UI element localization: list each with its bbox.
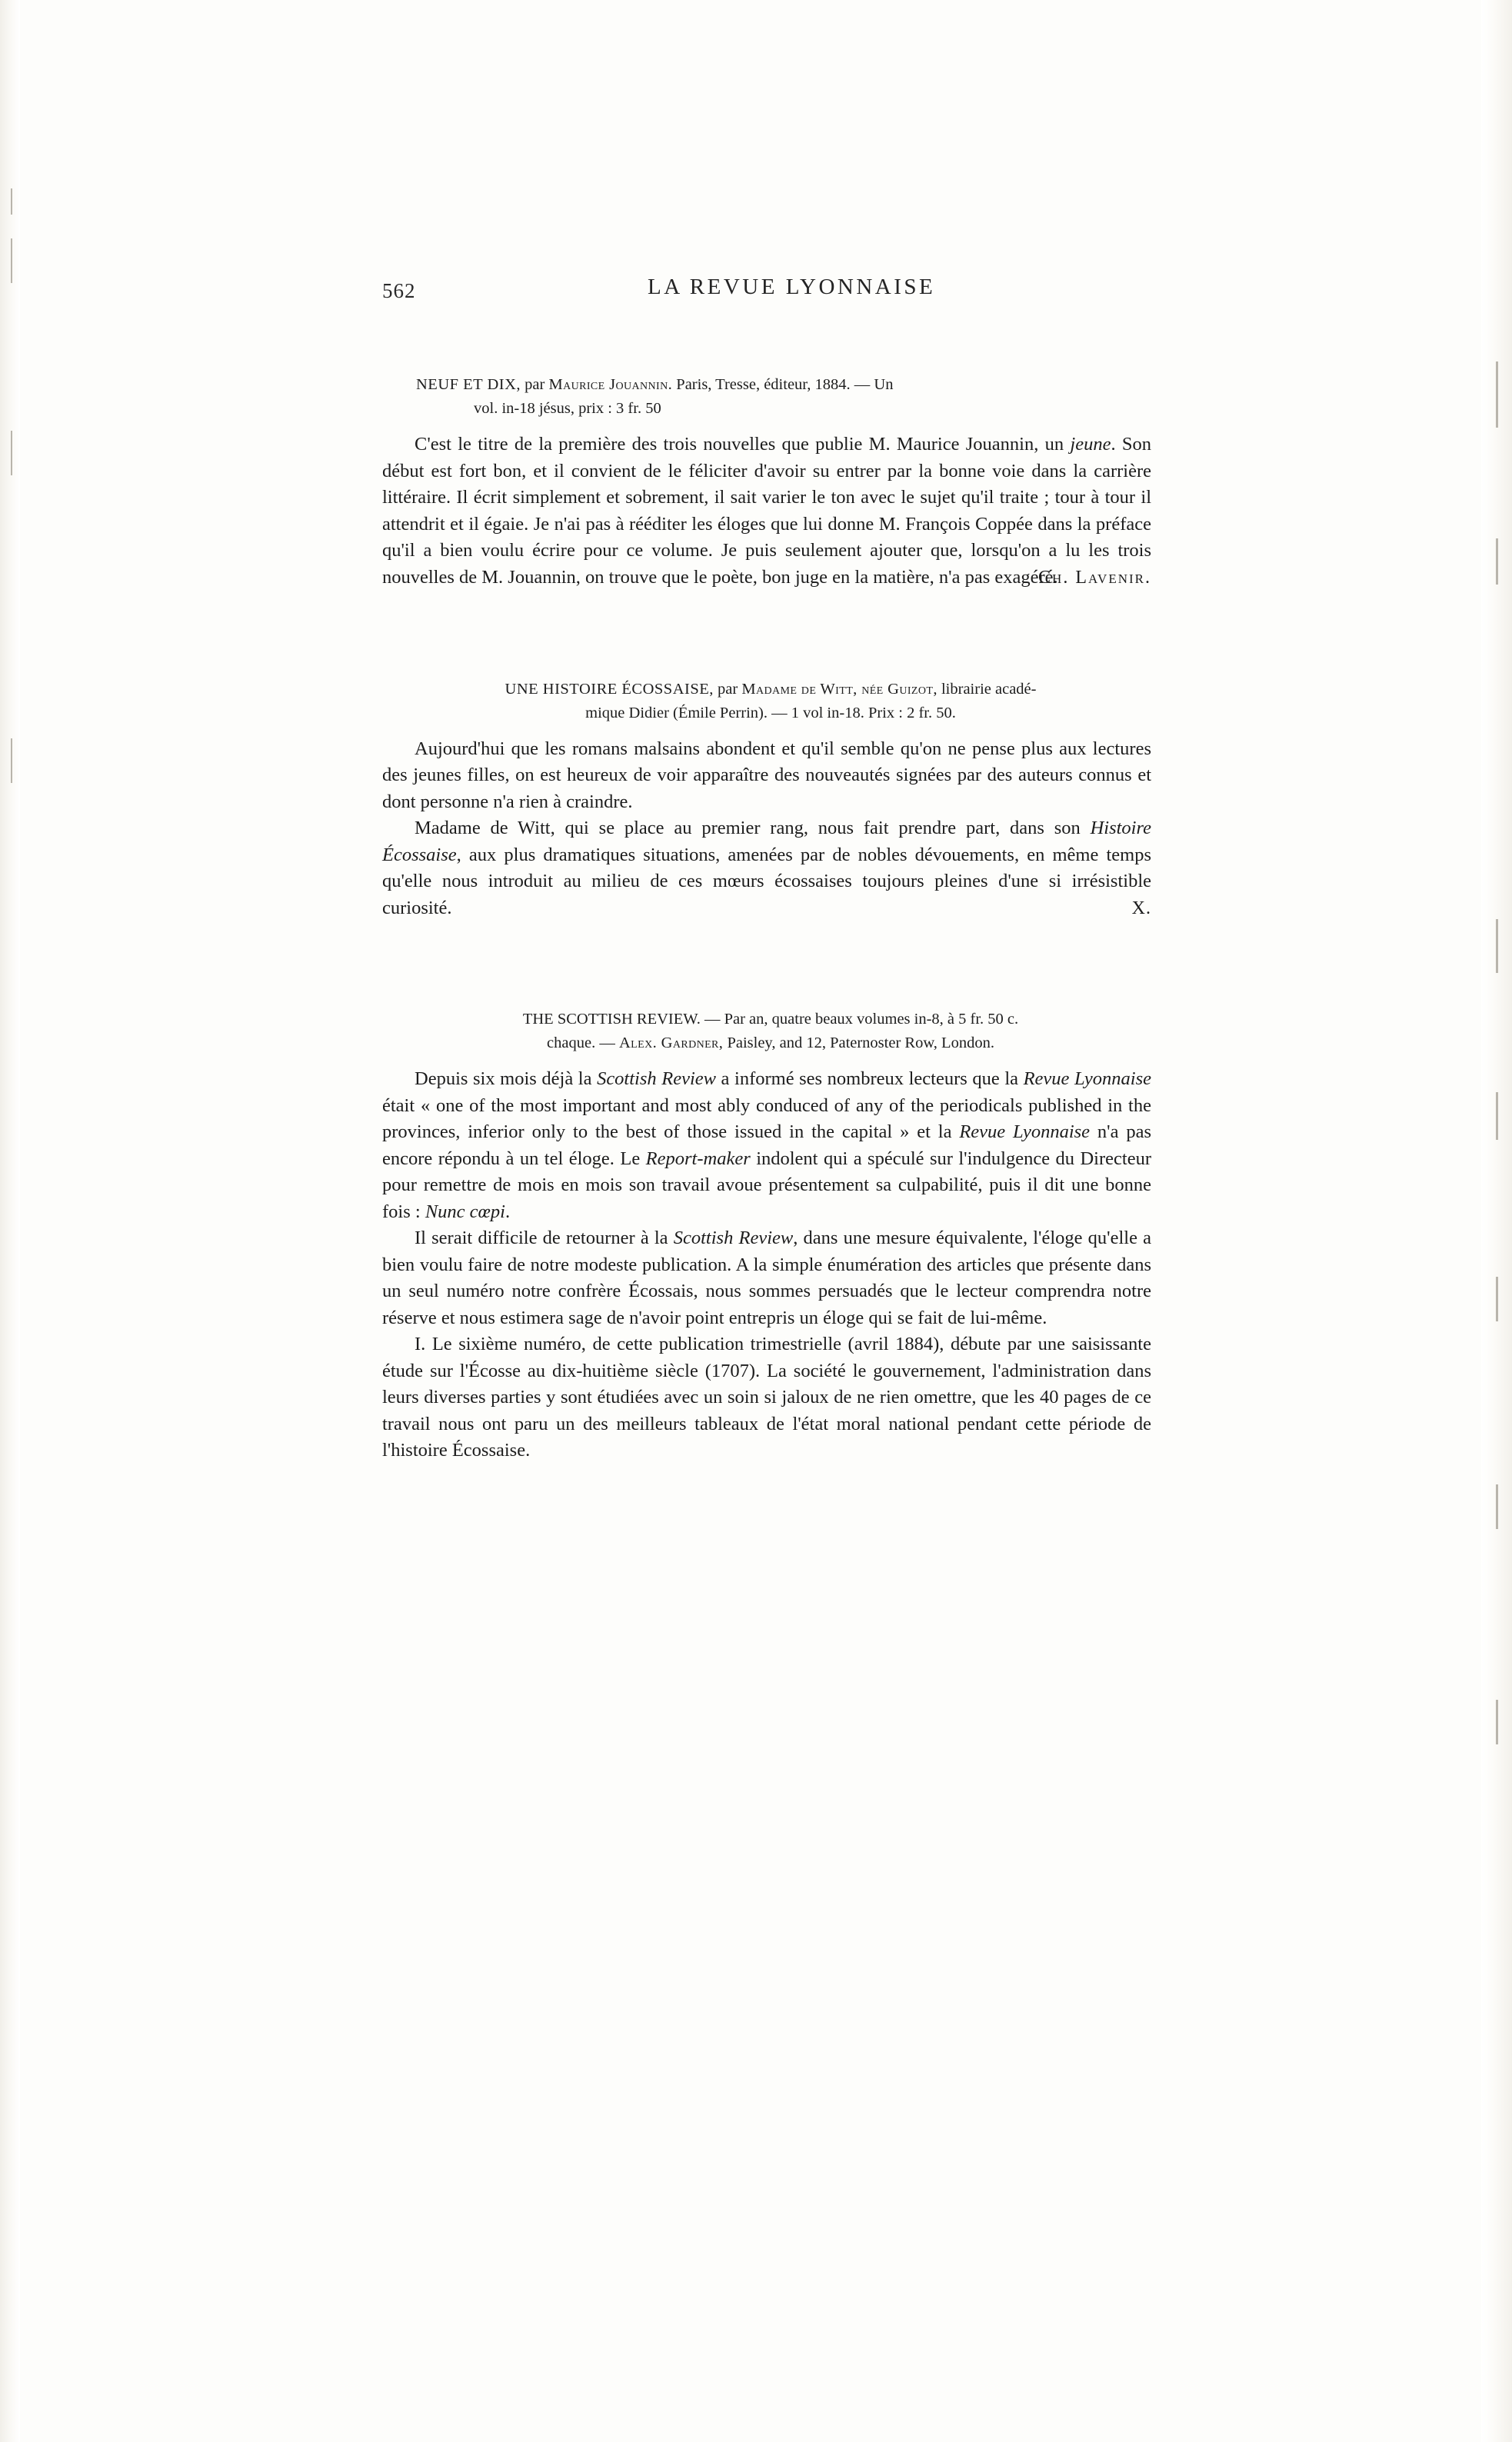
- margin-tick: [1496, 1700, 1498, 1744]
- review-paragraph: [382, 815, 1151, 921]
- paragraph-text: C'est le titre de la première des trois nouvelles que publie M. Maurice Jouannin, un jeune. Son début est fort bon, et il convient de le féliciter d'avoir su entrer par la bonne voie dans la carrière littéraire. Il écrit simplement et sobrement, il sait varier le ton avec le sujet qu'il traite ; tour à tour il attendrit et il égaie. Je n'ai pas à rééditer les éloges que lui donne M. François Coppée dans la préface qu'il a bien voulu écrire pour ce volume. Je puis seulement ajouter que, lorsqu'on a lu les trois nouvelles de M. Jouannin, on trouve que le poète, bon juge en la matière, n'a pas exagéré.: [382, 434, 1151, 588]
- margin-tick: [11, 238, 12, 283]
- review-imprint-line2: vol. in-18 jésus, prix : 3 fr. 50: [474, 400, 661, 417]
- margin-tick: [1496, 361, 1498, 428]
- section-gap: [382, 934, 1151, 1008]
- margin-tick: [1496, 1484, 1498, 1529]
- review-byline-lead: par: [713, 680, 742, 698]
- review-author: Alex. Gardner,: [618, 1034, 724, 1051]
- review-title: THE SCOTTISH REVIEW.: [522, 1011, 701, 1028]
- review-neuf-et-dix: [382, 373, 1151, 591]
- margin-tick: [11, 431, 12, 475]
- review-imprint-lead: chaque. —: [547, 1034, 619, 1051]
- page-content: [382, 273, 1151, 1477]
- review-paragraph: [382, 1331, 1151, 1464]
- review-byline-lead: par: [521, 376, 549, 393]
- paragraph-text: Depuis six mois déjà la Scottish Review a informé ses nombreux lecteurs que la Revue Lyonnaise était « one of the most important and most ably conduced of any of the periodicals published in the provinces, inferior only to the best of those issued in the capital » et la Revue Lyonnaise n'a pas encore répondu à un tel éloge. Le Report-maker indolent qui a spéculé sur l'indulgence du Directeur pour remettre de mois en mois son travail avoue présentement sa culpabilité, puis il dit une bonne fois : Nunc cœpi.: [382, 1068, 1152, 1222]
- review-signature: Ch. Lavenir.: [1038, 568, 1151, 588]
- margin-tick: [11, 738, 12, 783]
- review-author: Madame de Witt, née Guizot,: [741, 680, 938, 698]
- review-signature: X.: [1131, 898, 1151, 918]
- review-imprint-line2: mique Didier (Émile Perrin). — 1 vol in-18. Prix : 2 fr. 50.: [585, 704, 956, 721]
- review-paragraph: [382, 1066, 1151, 1225]
- paragraph-text: Il serait difficile de retourner à la Scottish Review, dans une mesure équivalente, l'éloge qu'elle a bien voulu faire de notre modeste publication. A la simple énumération des articles que présente dans un seul numéro notre confrère Écossais, nous sommes persuadés que le lecteur comprendra notre réserve et nous estimera sage de n'avoir point entrepris un éloge qui se fait de lui-même.: [382, 1228, 1151, 1328]
- review-headline: [402, 678, 1139, 725]
- paragraph-text: Aujourd'hui que les romans malsains abondent et qu'il semble qu'on ne pense plus aux lectures des jeunes filles, on est heureux de voir apparaître des nouveautés signées par des auteurs connus et dont personne n'a rien à craindre.: [382, 738, 1151, 812]
- review-subscription-info: — Par an, quatre beaux volumes in-8, à 5 fr. 50 c.: [700, 1011, 1019, 1028]
- margin-tick: [11, 188, 12, 215]
- review-une-histoire-ecossaise: [382, 678, 1151, 922]
- review-paragraph: [382, 1225, 1151, 1331]
- section-gap: [382, 604, 1151, 678]
- review-imprint: Paris, Tresse, éditeur, 1884. — Un: [672, 376, 894, 393]
- paragraph-text: Madame de Witt, qui se place au premier rang, nous fait prendre part, dans son Histoire Écossaise, aux plus dramatiques situations, amenées par de nobles dévouements, en même temps qu'elle nous introduit au milieu de ces mœurs écossaises toujours pleines d'une si irrésistible curiosité.: [382, 818, 1151, 918]
- journal-title: LA REVUE LYONNAISE: [648, 275, 936, 299]
- margin-tick: [1496, 919, 1498, 973]
- review-the-scottish-review: [382, 1008, 1151, 1464]
- review-title: NEUF ET DIX,: [416, 376, 521, 393]
- margin-tick: [1496, 1277, 1498, 1321]
- margin-tick: [1496, 1092, 1498, 1140]
- review-headline: [416, 373, 1134, 421]
- review-author: Maurice Jouannin.: [548, 376, 673, 393]
- review-paragraph: [382, 736, 1151, 816]
- margin-tick: [1496, 538, 1498, 585]
- page-number: 562: [382, 279, 416, 302]
- review-title: UNE HISTOIRE ÉCOSSAISE,: [505, 680, 714, 698]
- page-edge-left: [0, 0, 20, 2442]
- review-paragraph: [382, 431, 1151, 591]
- review-imprint-tail: Paisley, and 12, Paternoster Row, London.: [723, 1034, 994, 1051]
- review-imprint: librairie acadé-: [937, 680, 1037, 698]
- running-head: [382, 273, 1151, 315]
- paragraph-text: I. Le sixième numéro, de cette publication trimestrielle (avril 1884), débute par une saisissante étude sur l'Écosse au dix-huitième siècle (1707). La société le gouvernement, l'administration dans leurs diverses parties y sont étudiées avec un soin si jaloux de ne rien omettre, que les 40 pages de ce travail nous ont paru un des meilleurs tableaux de l'état moral national pendant cette période de l'histoire Écossaise.: [382, 1334, 1151, 1461]
- review-headline: [390, 1008, 1151, 1055]
